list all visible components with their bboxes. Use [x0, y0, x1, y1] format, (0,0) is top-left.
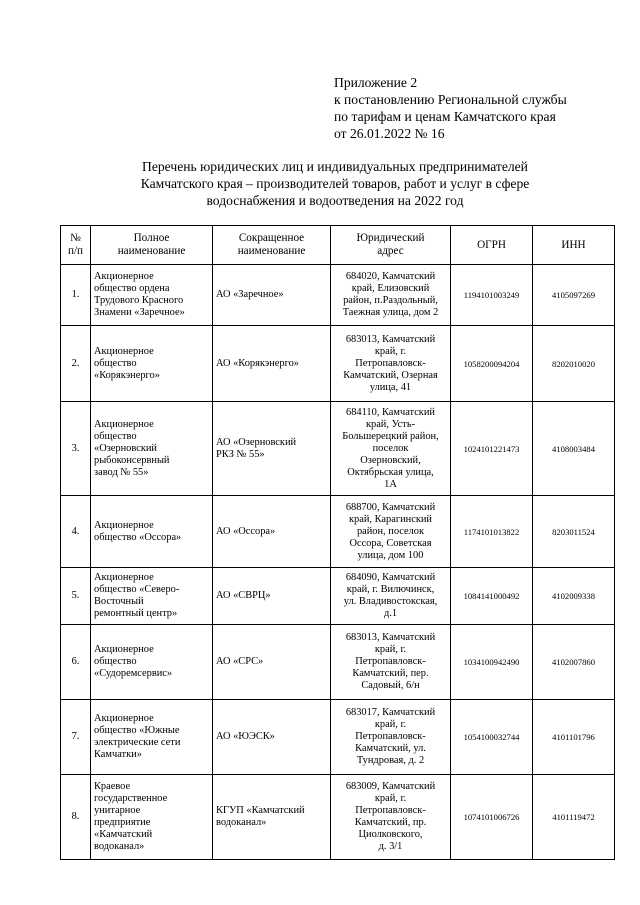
- row-full-name: Акционерное общество «Озерновский рыбоконсервный завод № 55»: [91, 402, 213, 496]
- row-full-name: Акционерное общество «Корякэнерго»: [91, 326, 213, 402]
- row-inn: 8203011524: [533, 496, 615, 568]
- row-full-name: Акционерное общество «Северо- Восточный ремонтный центр»: [91, 568, 213, 625]
- row-full-name: Краевое государственное унитарное предприятие «Камчатский водоканал»: [91, 775, 213, 860]
- row-ogrn: 1084141000492: [451, 568, 533, 625]
- row-inn: 4105097269: [533, 265, 615, 326]
- row-address: 683013, Камчатский край, г. Петропавловск- Камчатский, пер. Садовый, 6/н: [331, 625, 451, 700]
- row-ogrn: 1024101221473: [451, 402, 533, 496]
- header-inn: ИНН: [533, 226, 615, 265]
- row-number: 8.: [61, 775, 91, 860]
- table-header-row: [61, 226, 615, 265]
- row-ogrn: 1054100032744: [451, 700, 533, 775]
- row-address: 684090, Камчатский край, г. Вилючинск, ул. Владивостокская, д.1: [331, 568, 451, 625]
- row-address: 684110, Камчатский край, Усть- Большерецкий район, поселок Озерновский, Октябрьская улица, 1А: [331, 402, 451, 496]
- row-inn: 4102009338: [533, 568, 615, 625]
- row-ogrn: 1194101003249: [451, 265, 533, 326]
- header-legal-address: Юридический адрес: [331, 226, 451, 265]
- row-number: 5.: [61, 568, 91, 625]
- row-full-name: Акционерное общество «Южные электрические сети Камчатки»: [91, 700, 213, 775]
- row-inn: 4108003484: [533, 402, 615, 496]
- header-number: № п/п: [61, 226, 91, 265]
- row-address: 683017, Камчатский край, г. Петропавловск- Камчатский, ул. Тундровая, д. 2: [331, 700, 451, 775]
- header-full-name: Полное наименование: [91, 226, 213, 265]
- row-full-name: Акционерное общество «Оссора»: [91, 496, 213, 568]
- row-full-name: Акционерное общество «Судоремсервис»: [91, 625, 213, 700]
- row-address: 683013, Камчатский край, г. Петропавловск- Камчатский, Озерная улица, 41: [331, 326, 451, 402]
- row-ogrn: 1058200094204: [451, 326, 533, 402]
- row-short-name: АО «СВРЦ»: [213, 568, 331, 625]
- registry-table: [60, 225, 615, 860]
- header-short-name: Сокращенное наименование: [213, 226, 331, 265]
- row-short-name: КГУП «Камчатский водоканал»: [213, 775, 331, 860]
- row-short-name: АО «Заречное»: [213, 265, 331, 326]
- row-number: 7.: [61, 700, 91, 775]
- document-title: Перечень юридических лиц и индивидуальных предпринимателей Камчатского края – производителей товаров, работ и услуг в сфере водоснабжения и водоотведения на 2022 год: [140, 159, 530, 208]
- row-inn: 8202010020: [533, 326, 615, 402]
- table-row: [61, 625, 615, 700]
- row-inn: 4102007860: [533, 625, 615, 700]
- row-number: 4.: [61, 496, 91, 568]
- table-row: [61, 326, 615, 402]
- row-short-name: АО «Корякэнерго»: [213, 326, 331, 402]
- row-inn: 4101101796: [533, 700, 615, 775]
- row-number: 6.: [61, 625, 91, 700]
- row-ogrn: 1034100942490: [451, 625, 533, 700]
- row-full-name: Акционерное общество ордена Трудового Красного Знамени «Заречное»: [91, 265, 213, 326]
- row-ogrn: 1074101006726: [451, 775, 533, 860]
- table-row: [61, 402, 615, 496]
- row-inn: 4101119472: [533, 775, 615, 860]
- table-row: [61, 700, 615, 775]
- row-address: 683009, Камчатский край, г. Петропавловск- Камчатский, пр. Циолковского, д. 3/1: [331, 775, 451, 860]
- row-address: 684020, Камчатский край, Елизовский район, п.Раздольный, Таежная улица, дом 2: [331, 265, 451, 326]
- row-ogrn: 1174101013822: [451, 496, 533, 568]
- header-ogrn: ОГРН: [451, 226, 533, 265]
- row-number: 2.: [61, 326, 91, 402]
- table-row: [61, 265, 615, 326]
- row-address: 688700, Камчатский край, Карагинский район, поселок Оссора, Советская улица, дом 100: [331, 496, 451, 568]
- table-row: [61, 496, 615, 568]
- table-row: [61, 568, 615, 625]
- row-short-name: АО «Оссора»: [213, 496, 331, 568]
- appendix-header: Приложение 2 к постановлению Региональной службы по тарифам и ценам Камчатского края от 26.01.2022 № 16: [334, 75, 567, 141]
- table-row: [61, 775, 615, 860]
- row-number: 1.: [61, 265, 91, 326]
- row-short-name: АО «СРС»: [213, 625, 331, 700]
- row-short-name: АО «ЮЭСК»: [213, 700, 331, 775]
- row-short-name: АО «Озерновский РКЗ № 55»: [213, 402, 331, 496]
- row-number: 3.: [61, 402, 91, 496]
